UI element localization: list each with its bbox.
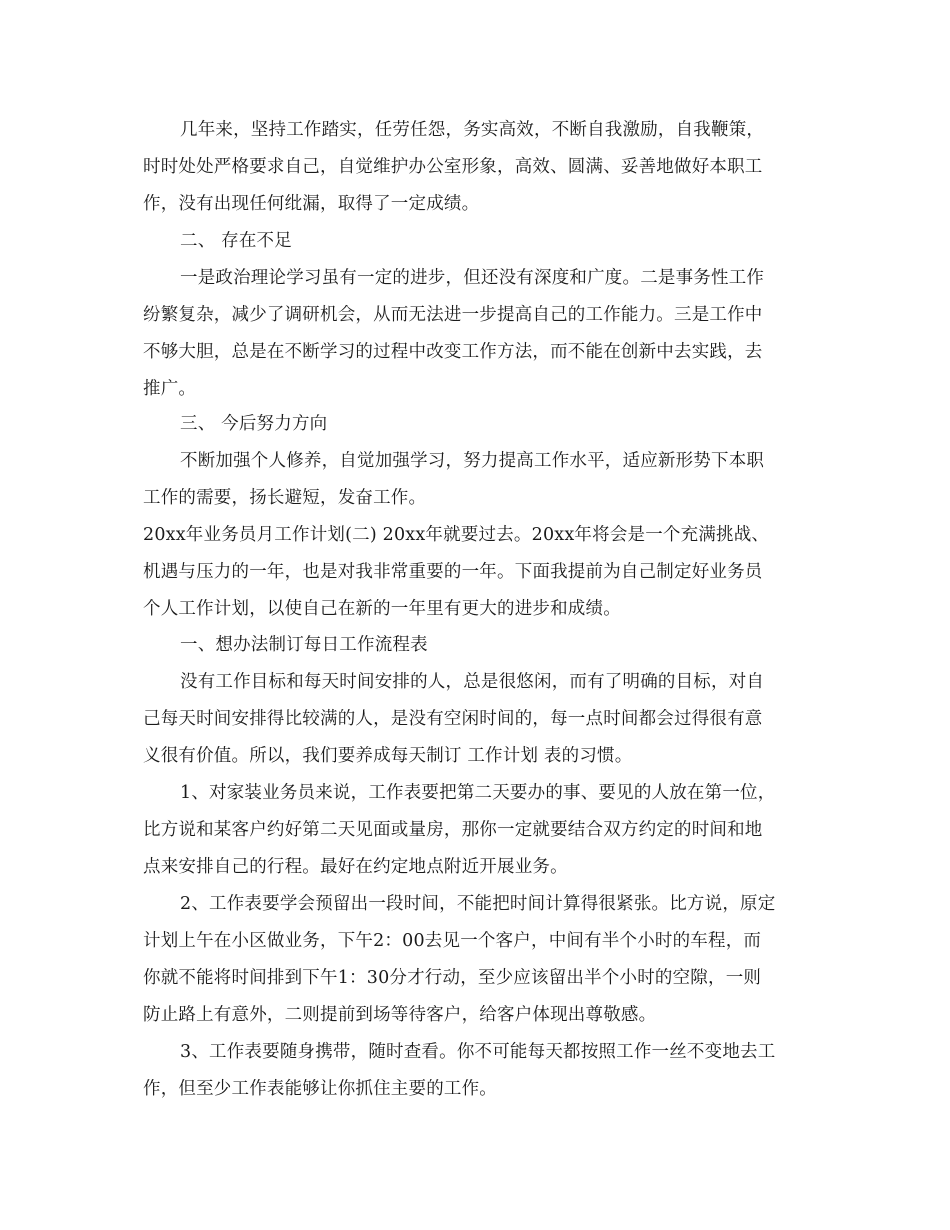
plan-title-line: 20xx年业务员月工作计划(二) 20xx年就要过去。20xx年将会是一个充满挑战、	[143, 525, 770, 545]
text-line-8: 推广。	[143, 379, 197, 399]
text-line-3: 作，没有出现任何纰漏，取得了一定成绩。	[143, 194, 480, 214]
text-line-27: 作，但至少工作表能够让你抓住主要的工作。	[143, 1079, 497, 1099]
text-line-14: 个人工作计划，以使自己在新的一年里有更大的进步和成绩。	[143, 599, 621, 619]
text-line-7: 不够大胆，总是在不断学习的过程中改变工作方法，而不能在创新中去实践，去	[143, 342, 763, 362]
text-line-2: 时时处处严格要求自己，自觉维护办公室形象，高效、圆满、妥善地做好本职工	[143, 157, 763, 177]
text-line-17: 己每天时间安排得比较满的人，是没有空闲时间的，每一点时间都会过得很有意	[143, 709, 763, 729]
text-line-1: 几年来，坚持工作踏实，任劳任怨，务实高效，不断自我激励，自我鞭策，	[180, 120, 765, 140]
text-line-16: 没有工作目标和每天时间安排的人，总是很悠闲，而有了明确的目标，对自	[180, 672, 765, 692]
text-line-26: 3、工作表要随身携带，随时查看。你不可能每天都按照工作一丝不变地去工	[180, 1042, 776, 1062]
text-line-18: 义很有价值。所以，我们要养成每天制订 工作计划 表的习惯。	[143, 746, 633, 766]
text-line-23: 计划上午在小区做业务，下午2：00去见一个客户，中间有半个小时的车程，而	[143, 931, 762, 951]
text-line-24: 你就不能将时间排到下午1：30分才行动，至少应该留出半个小时的空隙，一则	[143, 968, 762, 988]
text-line-13: 机遇与压力的一年，也是对我非常重要的一年。下面我提前为自己制定好业务员	[143, 562, 763, 582]
text-line-20: 比方说和某客户约好第二天见面或量房，那你一定就要结合双方约定的时间和地	[143, 820, 763, 840]
text-line-5: 一是政治理论学习虽有一定的进步，但还没有深度和广度。二是事务性工作	[180, 268, 765, 288]
text-line-11: 工作的需要，扬长避短，发奋工作。	[143, 488, 427, 508]
text-line-25: 防止路上有意外，二则提前到场等待客户，给客户体现出尊敬感。	[143, 1005, 657, 1025]
text-line-19: 1、对家装业务员来说，工作表要把第二天要办的事、要见的人放在第一位，	[180, 783, 776, 803]
text-line-22: 2、工作表要学会预留出一段时间，不能把时间计算得很紧张。比方说，原定	[180, 894, 776, 914]
section-heading-plan-1: 一、想办法制订每日工作流程表	[180, 635, 428, 655]
text-line-21: 点来安排自己的行程。最好在约定地点附近开展业务。	[143, 857, 568, 877]
text-line-6: 纷繁复杂，减少了调研机会，从而无法进一步提高自己的工作能力。三是工作中	[143, 305, 763, 325]
section-heading-2: 二、 存在不足	[180, 231, 292, 251]
section-heading-3: 三、 今后努力方向	[180, 414, 328, 434]
text-line-10: 不断加强个人修养，自觉加强学习，努力提高工作水平，适应新形势下本职	[180, 451, 765, 471]
